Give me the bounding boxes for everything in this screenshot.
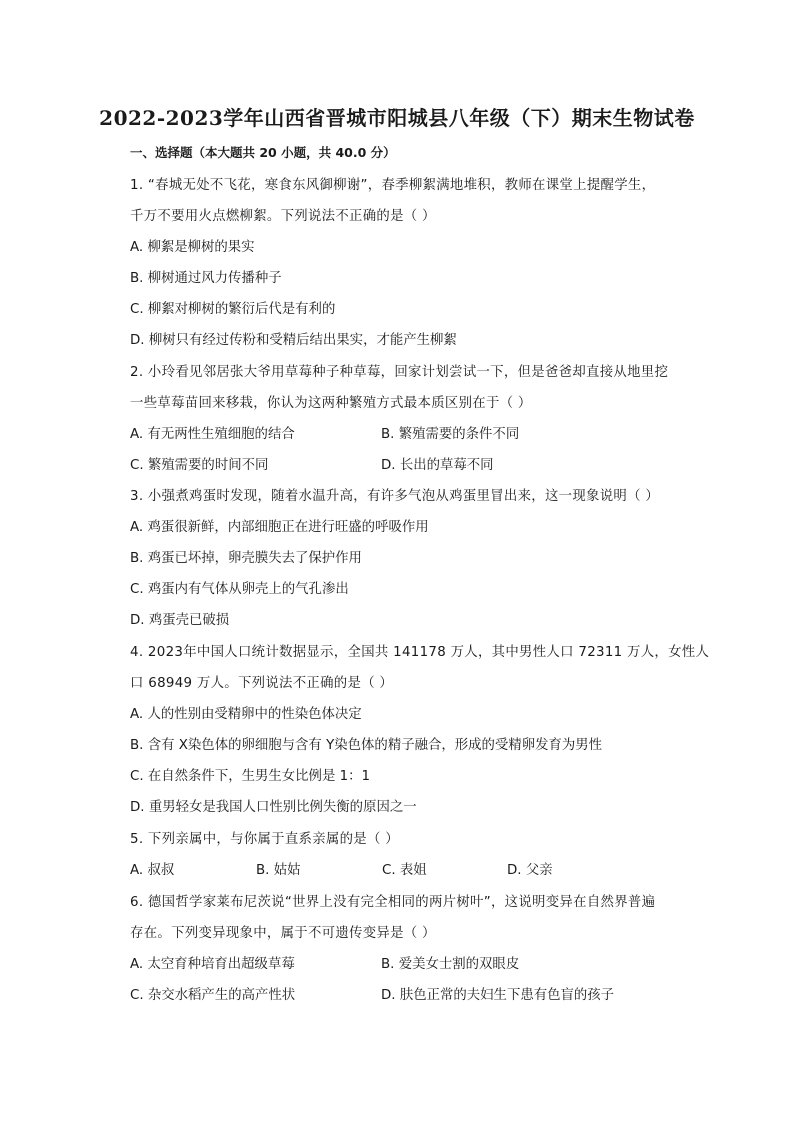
question-4-option-b: B. 含有 X染色体的卵细胞与含有 Y染色体的精子融合，形成的受精卵发育为男性 (130, 738, 603, 753)
question-5-option-b: B. 姑姑 (256, 863, 301, 878)
question-1-option-d: D. 柳树只有经过传粉和受精后结出果实，才能产生柳絮 (130, 333, 457, 348)
question-6-option-d: D. 肤色正常的夫妇生下患有色盲的孩子 (381, 988, 615, 1003)
question-1-stem-line-1: 1. “春城无处不飞花，寒食东风御柳谢”，春季柳絮满地堆积，教师在课堂上提醒学生， (130, 178, 656, 193)
question-1-stem-line-2: 千万不要用火点燃柳絮。下列说法不正确的是（ ） (130, 209, 436, 224)
question-5-option-a: A. 叔叔 (130, 863, 175, 878)
question-1-option-b: B. 柳树通过风力传播种子 (130, 271, 282, 286)
question-6-stem-line-2: 存在。下列变异现象中，属于不可遗传变异是（ ） (130, 926, 436, 941)
question-2-option-b: B. 繁殖需要的条件不同 (381, 427, 520, 442)
question-4-option-c: C. 在自然条件下，生男生女比例是 1：1 (130, 769, 371, 784)
question-2-option-d: D. 长出的草莓不同 (381, 458, 494, 473)
question-4-stem-line-2: 口 68949 万人。下列说法不正确的是（ ） (130, 676, 394, 691)
question-4-option-a: A. 人的性别由受精卵中的性染色体决定 (130, 707, 362, 722)
section-heading: 一、选择题（本大题共 20 小题，共 40.0 分） (130, 145, 396, 160)
question-5-stem-line-1: 5. 下列亲属中，与你属于直系亲属的是（ ） (130, 832, 399, 847)
question-5-option-c: C. 表姐 (382, 863, 427, 878)
question-4-stem-line-1: 4. 2023年中国人口统计数据显示，全国共 141178 万人，其中男性人口 72311 万人，女性人 (130, 645, 710, 660)
question-5-option-d: D. 父亲 (507, 863, 553, 878)
question-3-option-a: A. 鸡蛋很新鲜，内部细胞正在进行旺盛的呼吸作用 (130, 520, 429, 535)
question-4-option-d: D. 重男轻女是我国人口性别比例失衡的原因之一 (130, 800, 417, 815)
question-6-stem-line-1: 6. 德国哲学家莱布尼茨说“世界上没有完全相同的两片树叶”，这说明变异在自然界普遍 (130, 895, 656, 910)
question-3-option-d: D. 鸡蛋壳已破损 (130, 613, 230, 628)
question-1-option-a: A. 柳絮是柳树的果实 (130, 240, 255, 255)
question-2-stem-line-1: 2. 小玲看见邻居张大爷用草莓种子种草莓，回家计划尝试一下，但是爸爸却直接从地里挖 (130, 365, 669, 380)
exam-title: 2022-2023学年山西省晋城市阳城县八年级（下）期末生物试卷 (99, 106, 695, 130)
question-1-option-c: C. 柳絮对柳树的繁衍后代是有利的 (130, 302, 336, 317)
question-3-option-b: B. 鸡蛋已坏掉，卵壳膜失去了保护作用 (130, 551, 362, 566)
question-3-stem-line-1: 3. 小强煮鸡蛋时发现，随着水温升高，有许多气泡从鸡蛋里冒出来，这一现象说明（ ） (130, 489, 660, 504)
question-3-option-c: C. 鸡蛋内有气体从卵壳上的气孔渗出 (130, 582, 349, 597)
question-2-option-c: C. 繁殖需要的时间不同 (130, 458, 269, 473)
question-2-stem-line-2: 一些草莓苗回来移栽，你认为这两种繁殖方式最本质区别在于（ ） (130, 396, 532, 411)
question-6-option-a: A. 太空育种培育出超级草莓 (130, 957, 295, 972)
question-2-option-a: A. 有无两性生殖细胞的结合 (130, 427, 295, 442)
question-6-option-c: C. 杂交水稻产生的高产性状 (130, 988, 296, 1003)
question-6-option-b: B. 爱美女士割的双眼皮 (381, 957, 520, 972)
